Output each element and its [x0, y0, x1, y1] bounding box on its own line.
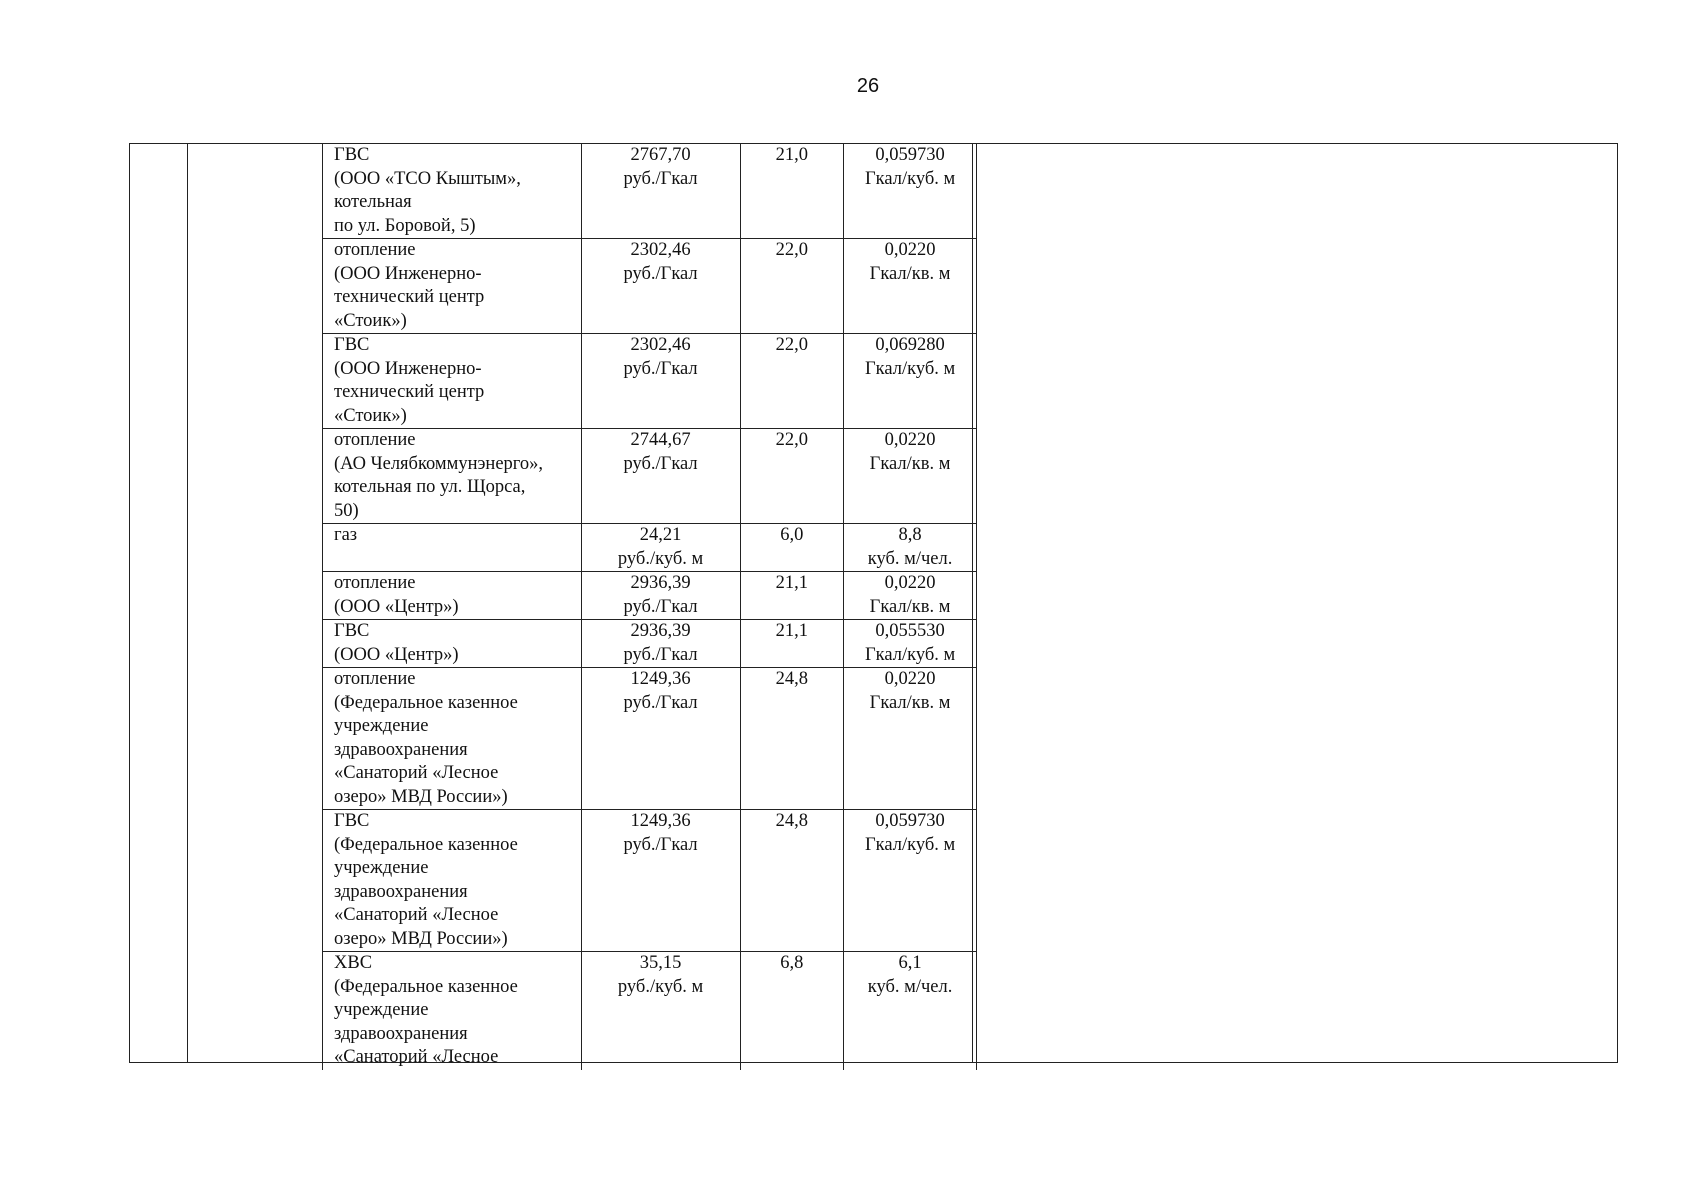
- service-cell-line: здравоохранения: [334, 1023, 468, 1044]
- table-row: [323, 334, 977, 429]
- norm-cell-line: 0,069280: [875, 335, 945, 355]
- service-cell-line: здравоохранения: [334, 881, 468, 902]
- tariff-cell: [581, 239, 740, 334]
- table-row: [323, 620, 977, 668]
- tariff-cell-line: 2302,46: [630, 240, 691, 260]
- norm-cell-line: Гкал/куб. м: [864, 644, 956, 665]
- share-cell: [740, 429, 844, 524]
- norm-cell-line: 0,0220: [884, 669, 936, 689]
- service-cell-line: ГВС: [334, 145, 370, 165]
- share-cell: [740, 144, 844, 239]
- service-cell-line: «Санаторий «Лесное: [334, 1047, 499, 1067]
- tariff-cell-line: руб./Гкал: [623, 263, 698, 284]
- norm-cell-line: 0,055530: [875, 621, 945, 641]
- tariff-cell: [581, 620, 740, 668]
- share-cell-line: 22,0: [775, 430, 809, 450]
- service-cell: [323, 334, 582, 429]
- norm-cell-line: 0,0220: [884, 573, 936, 593]
- service-cell-line: озеро» МВД России»): [334, 928, 508, 949]
- document-table: [129, 143, 1618, 1067]
- tariff-cell-line: руб./куб. м: [617, 548, 704, 569]
- tariff-cell-line: 2936,39: [630, 621, 691, 641]
- service-cell-line: ХВС: [334, 953, 373, 973]
- service-cell-line: котельная: [334, 192, 412, 212]
- service-cell-line: технический центр: [334, 382, 485, 402]
- tariff-cell-line: руб./Гкал: [623, 692, 698, 713]
- tariff-cell-line: руб./Гкал: [623, 644, 698, 665]
- norm-cell: [844, 524, 977, 572]
- rates-table: [322, 143, 977, 1070]
- service-cell-line: (Федеральное казенное: [334, 692, 518, 713]
- service-cell-line: отопление: [334, 669, 416, 689]
- norm-cell-line: Гкал/кв. м: [869, 453, 951, 474]
- tariff-cell-line: руб./Гкал: [623, 596, 698, 617]
- tariff-cell: [581, 334, 740, 429]
- norm-cell: [844, 810, 977, 952]
- service-cell-line: «Стоик»): [334, 310, 407, 331]
- service-cell-line: ГВС: [334, 621, 370, 641]
- norm-cell-line: Гкал/куб. м: [864, 358, 956, 379]
- share-cell: [740, 810, 844, 952]
- share-cell-line: 24,8: [775, 669, 809, 689]
- norm-cell: [844, 668, 977, 810]
- tariff-cell-line: руб./Гкал: [623, 453, 698, 474]
- service-cell: [323, 144, 582, 239]
- column-divider-1: [187, 144, 188, 1062]
- norm-cell-line: Гкал/кв. м: [869, 263, 951, 284]
- service-cell: [323, 668, 582, 810]
- service-cell-line: 50): [334, 500, 359, 521]
- service-cell-line: «Стоик»): [334, 405, 407, 426]
- share-cell-line: 24,8: [775, 811, 809, 831]
- tariff-cell-line: руб./куб. м: [617, 976, 704, 997]
- share-cell-line: 21,1: [775, 621, 809, 641]
- share-cell: [740, 572, 844, 620]
- tariff-cell-line: руб./Гкал: [623, 358, 698, 379]
- norm-cell: [844, 620, 977, 668]
- service-cell-line: учреждение: [334, 716, 429, 736]
- service-cell-line: (ООО «ТСО Кыштым»,: [334, 168, 521, 189]
- tariff-cell: [581, 572, 740, 620]
- service-cell: [323, 620, 582, 668]
- norm-cell-line: 0,059730: [875, 145, 945, 165]
- tariff-cell-line: 1249,36: [630, 669, 691, 689]
- service-cell-line: (ООО «Центр»): [334, 644, 459, 665]
- service-cell-line: учреждение: [334, 1000, 429, 1020]
- service-cell-line: (ООО Инженерно-: [334, 358, 482, 379]
- service-cell: [323, 952, 582, 1070]
- table-row: [323, 429, 977, 524]
- service-cell-line: (Федеральное казенное: [334, 834, 518, 855]
- table-row: [323, 572, 977, 620]
- tariff-cell: [581, 144, 740, 239]
- service-cell: [323, 429, 582, 524]
- service-cell-line: котельная по ул. Щорса,: [334, 477, 526, 497]
- norm-cell-line: 0,0220: [884, 240, 936, 260]
- norm-cell: [844, 572, 977, 620]
- norm-cell-line: 8,8: [898, 525, 922, 545]
- share-cell-line: 6,0: [780, 525, 804, 545]
- tariff-cell: [581, 668, 740, 810]
- norm-cell-line: 0,059730: [875, 811, 945, 831]
- norm-cell: [844, 952, 977, 1070]
- service-cell: [323, 810, 582, 952]
- norm-cell-line: Гкал/куб. м: [864, 168, 956, 189]
- service-cell-line: (Федеральное казенное: [334, 976, 518, 997]
- norm-cell-line: Гкал/кв. м: [869, 596, 951, 617]
- share-cell: [740, 952, 844, 1070]
- service-cell-line: технический центр: [334, 287, 485, 307]
- norm-cell-line: Гкал/кв. м: [869, 692, 951, 713]
- service-cell: [323, 524, 582, 572]
- service-cell: [323, 239, 582, 334]
- service-cell: [323, 572, 582, 620]
- norm-cell: [844, 334, 977, 429]
- share-cell-line: 22,0: [775, 335, 809, 355]
- share-cell-line: 21,1: [775, 573, 809, 593]
- tariff-cell-line: руб./Гкал: [623, 168, 698, 189]
- service-cell-line: учреждение: [334, 858, 429, 878]
- share-cell: [740, 620, 844, 668]
- page-number: 26: [856, 75, 880, 97]
- table-row: [323, 524, 977, 572]
- norm-cell: [844, 144, 977, 239]
- service-cell-line: (ООО «Центр»): [334, 596, 459, 617]
- table-row: [323, 239, 977, 334]
- table-row: [323, 144, 977, 239]
- table-row: [323, 668, 977, 810]
- norm-cell-line: Гкал/куб. м: [864, 834, 956, 855]
- share-cell: [740, 668, 844, 810]
- service-cell-line: «Санаторий «Лесное: [334, 905, 499, 925]
- norm-cell-line: 6,1: [898, 953, 922, 973]
- service-cell-line: здравоохранения: [334, 739, 468, 760]
- service-cell-line: озеро» МВД России»): [334, 786, 508, 807]
- tariff-cell-line: 2767,70: [630, 145, 691, 165]
- norm-cell: [844, 239, 977, 334]
- tariff-cell-line: 35,15: [639, 953, 682, 973]
- norm-cell-line: 0,0220: [884, 430, 936, 450]
- share-cell: [740, 524, 844, 572]
- share-cell-line: 22,0: [775, 240, 809, 260]
- share-cell-line: 21,0: [775, 145, 809, 165]
- norm-cell-line: куб. м/чел.: [867, 548, 953, 569]
- service-cell-line: ГВС: [334, 335, 370, 355]
- service-cell-line: ГВС: [334, 811, 370, 831]
- tariff-cell-line: 2302,46: [630, 335, 691, 355]
- share-cell: [740, 239, 844, 334]
- service-cell-line: (ООО Инженерно-: [334, 263, 482, 284]
- tariff-cell: [581, 810, 740, 952]
- service-cell-line: (АО Челябкоммунэнерго»,: [334, 453, 544, 474]
- norm-cell-line: куб. м/чел.: [867, 976, 953, 997]
- share-cell-line: 6,8: [780, 953, 804, 973]
- tariff-cell-line: 1249,36: [630, 811, 691, 831]
- service-cell-line: отопление: [334, 240, 416, 260]
- table-row: [323, 952, 977, 1070]
- tariff-cell: [581, 952, 740, 1070]
- tariff-cell: [581, 429, 740, 524]
- tariff-cell-line: руб./Гкал: [623, 834, 698, 855]
- table-row: [323, 810, 977, 952]
- tariff-cell: [581, 524, 740, 572]
- tariff-cell-line: 2936,39: [630, 573, 691, 593]
- tariff-cell-line: 2744,67: [630, 430, 691, 450]
- service-cell-line: отопление: [334, 573, 416, 593]
- service-cell-line: по ул. Боровой, 5): [334, 215, 476, 236]
- service-cell-line: газ: [334, 525, 358, 545]
- service-cell-line: отопление: [334, 430, 416, 450]
- service-cell-line: «Санаторий «Лесное: [334, 763, 499, 783]
- norm-cell: [844, 429, 977, 524]
- tariff-cell-line: 24,21: [639, 525, 682, 545]
- share-cell: [740, 334, 844, 429]
